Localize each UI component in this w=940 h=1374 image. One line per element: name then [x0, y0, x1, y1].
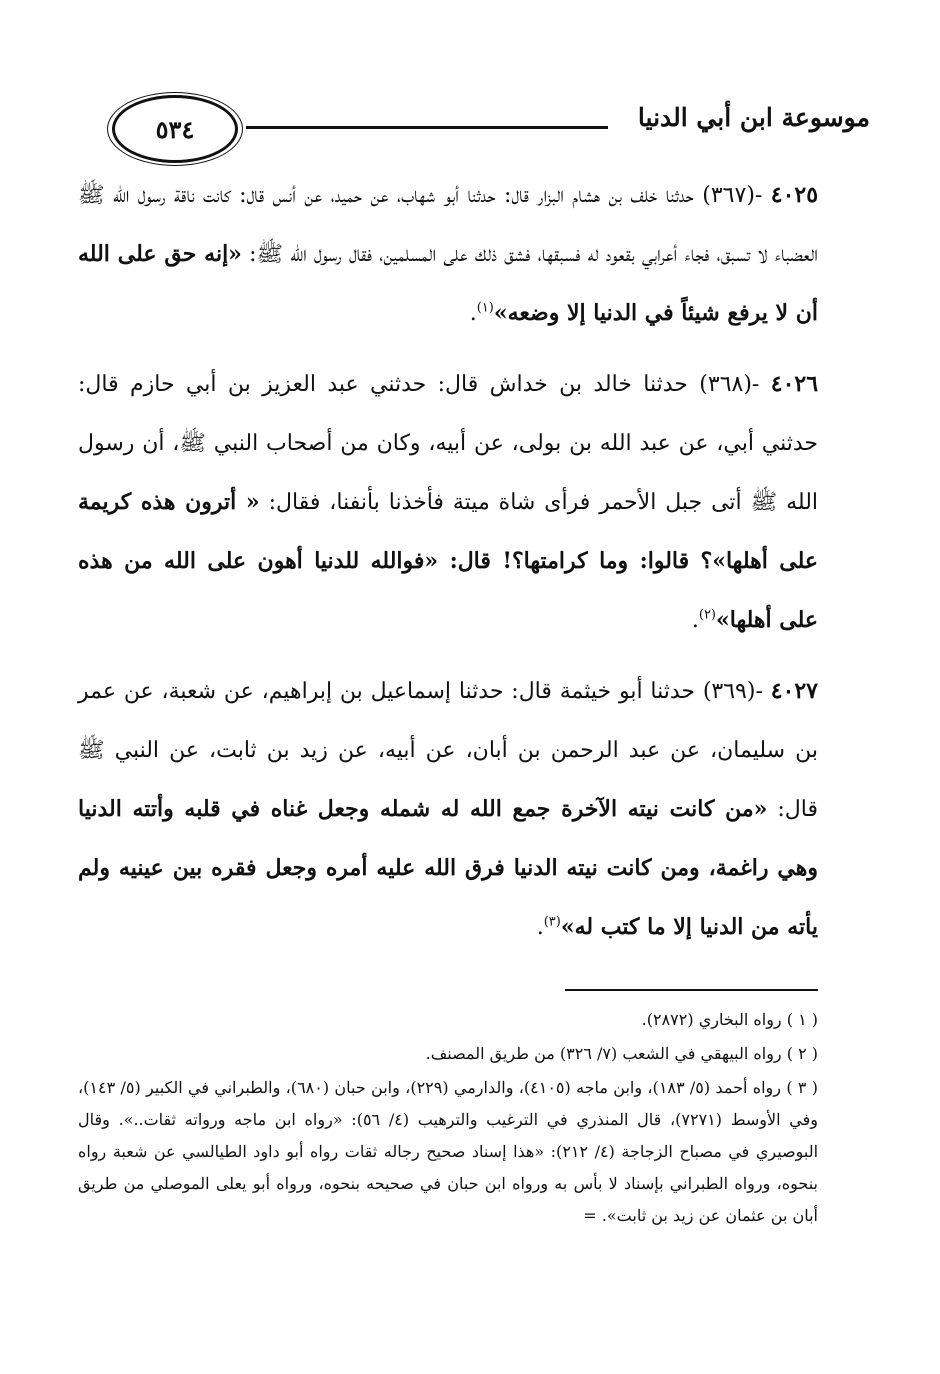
hadith-4026 — [78, 355, 818, 650]
page-header — [70, 95, 870, 167]
footnote-marker[interactable]: (٢) — [698, 607, 716, 623]
hadith-chain: -(٣٦٨) حدثنا خالد بن خداش قال: حدثني عبد العزيز بن أبي حازم قال: حدثني أبي، عن عبد الله بن بولى، عن أبيه، وكان من أصحاب النبي ﷺ، أن رسول الله ﷺ أتى جبل الأحمر فرأى شاة ميتة فأخذنا بأنفنا، فقال: — [78, 372, 819, 515]
footnote-divider — [565, 989, 818, 991]
hadith-end: . — [691, 608, 699, 633]
hadith-chain: -(٣٦٩) حدثنا أبو خيثمة قال: حدثنا إسماعيل بن إبراهيم، عن شعبة، عن عمر بن سليمان، عن عبد الرحمن بن أبان، عن أبيه، عن زيد بن ثابت، عن النبي ﷺ قال: — [78, 679, 818, 822]
footnote-marker[interactable]: (١) — [476, 300, 494, 316]
footnote-marker[interactable]: (٣) — [543, 914, 561, 930]
hadith-quote: «إنه حق على الله أن لا يرفع شيئاً في الدنيا إلا وضعه» — [78, 241, 818, 326]
hadith-number: ٤٠٢٥ — [770, 182, 819, 208]
hadith-number: ٤٠٢٧ — [770, 678, 818, 704]
book-title: موسوعة ابن أبي الدنيا — [637, 103, 870, 132]
hadith-number: ٤٠٢٦ — [770, 371, 819, 397]
footnote-3: ( ٣ ) رواه أحمد (٥/ ١٨٣)، وابن ماجه (٤١٠٥)، والدارمي (٢٢٩)، وابن حبان (٦٨٠)، والطبراني في الكبير (٥/ ١٤٣)، وفي الأوسط (٧٢٧١)، قال المنذري في الترغيب والترهيب (٤/ ٥٦): «رواه ابن ماجه ورواته ثقات..». وقال البوصيري في مصباح الزجاجة (٤/ ٢١٢): «هذا إسناد صحيح رجاله ثقات رواه أبو داود الطيالسي عن شعبة رواه بنحوه، ورواه الطبراني بإسناد لا بأس به ورواه ابن حبان في صحيحه بنحوه، ورواه أبو يعلى الموصلي من طريق أبان بن عثمان عن زيد بن ثابت». = — [78, 1078, 819, 1225]
hadith-end: . — [469, 301, 477, 326]
hadith-end: . — [536, 915, 544, 940]
hadith-quote: « أترون هذه كريمة على أهلها»؟ قالوا: وما كرامتها؟! قال: «فوالله للدنيا أهون على الله من هذه على أهلها» — [78, 489, 818, 633]
hadith-4025 — [78, 166, 818, 343]
hadith-chain: -(٣٦٧) حدثنا خلف بن هشام البزار قال: حدثنا أبو شهاب، عن حميد، عن أنس قال: كانت ناقة رسول الله ﷺ العضباء لا تسبق، فجاء أعرابي بقعود له فسبقها، فشق ذلك على المسلمين، فقال رسول الله ﷺ: — [78, 183, 818, 267]
hadith-4027 — [78, 662, 818, 957]
page-number: ٥٣٤ — [112, 95, 238, 163]
footnote-1: ( ١ ) رواه البخاري (٢٨٧٢). — [641, 1010, 818, 1029]
header-rule — [246, 126, 608, 129]
footnote-2: ( ٢ ) رواه البيهقي في الشعب (٧/ ٣٢٦) من طريق المصنف. — [425, 1044, 818, 1063]
hadith-quote: «من كانت نيته الآخرة جمع الله له شمله وجعل غناه في قلبه وأتته الدنيا وهي راغمة، ومن كانت نيته الدنيا فرق الله عليه أمره وجعل فقره بين عينيه ولم يأته من الدنيا إلا ما كتب له» — [78, 796, 818, 940]
main-text — [78, 166, 818, 969]
footnotes — [78, 1004, 818, 1234]
